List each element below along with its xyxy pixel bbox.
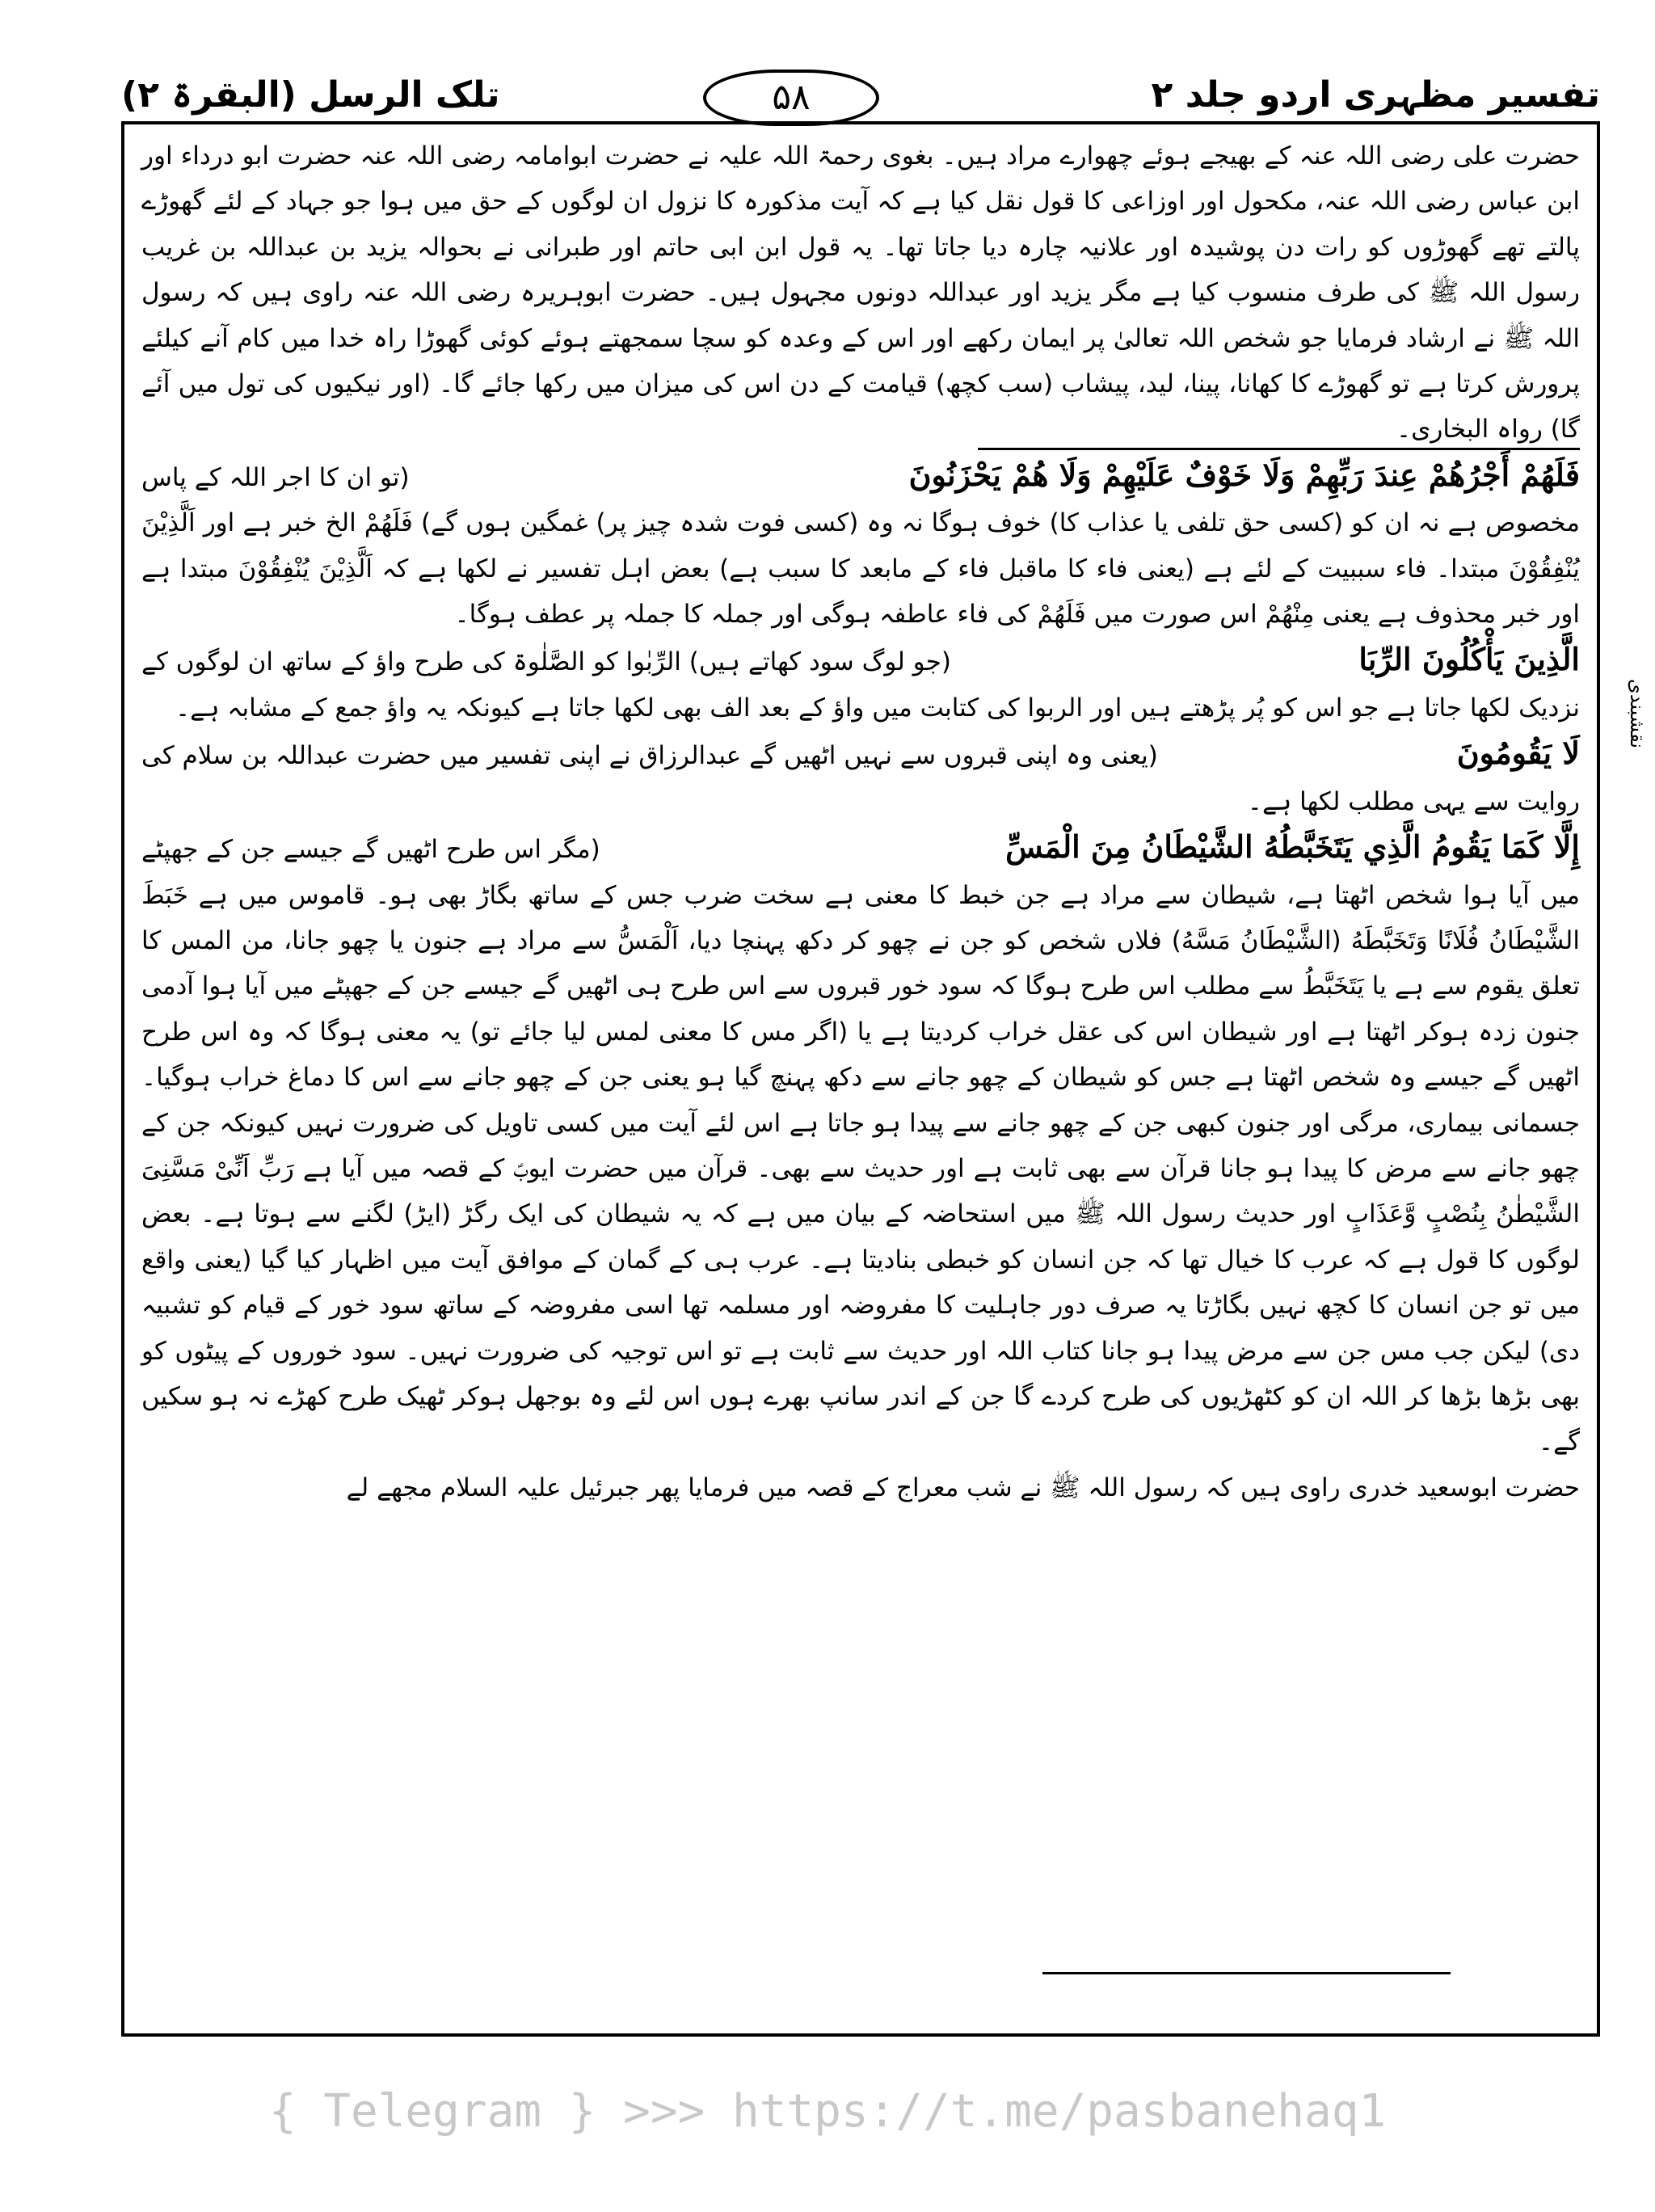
telegram-watermark: { Telegram } >>> https://t.me/pasbanehaq1 — [268, 2085, 1387, 2138]
ayah-translation: (جو لوگ سود کھاتے ہیں) الرِّبٰوا کو الصَّلٰوۃ کی طرح واؤ کے ساتھ ان لوگوں کے — [141, 647, 951, 677]
margin-note: نقشبندی — [1626, 679, 1649, 749]
ayah-row — [141, 731, 1580, 778]
running-title-left: تلک الرسل (البقرۃ ۲) — [121, 74, 500, 116]
ayah-row — [141, 453, 1580, 500]
paragraph: حضرت ابوسعید خدری راوی ہیں کہ رسول اللہ ﷺ نے شب معراج کے قصہ میں فرمایا پھر جبرئیل علیہ السلام مجھے لے — [346, 1473, 1580, 1502]
ayah-translation: (مگر اس طرح اٹھیں گے جیسے جن کے جھپٹے — [141, 835, 600, 865]
quran-ayah: إِلَّا كَمَا يَقُومُ الَّذِي يَتَخَبَّطُهُ الشَّيْطَانُ مِنَ الْمَسِّ — [1005, 828, 1580, 866]
page-header — [121, 74, 1600, 123]
ayah-translation: (تو ان کا اجر اللہ کے پاس — [141, 462, 410, 492]
paragraph: مخصوص ہے نہ ان کو (کسی حق تلفی یا عذاب کا) خوف ہوگا نہ وہ (کسی فوت شدہ چیز پر) غمگین ہوں گے) فَلَهُمْ الخ خبر ہے اور اَلَّذِيْنَ يُنْفِقُوْنَ مبتدا۔ فاء سببیت کے لئے ہے (یعنی فاء کا ماقبل فاء کے مابعد کا سبب ہے) بعض اہل تفسیر نے لکھا ہے کہ اَلَّذِيْنَ يُنْفِقُوْنَ مبتدا ہے اور خبر محذوف ہے یعنی مِنْهُمْ اس صورت میں فَلَهُمْ کی فاء عاطفہ ہوگی اور جملہ کا جملہ پر عطف ہوگا۔ — [141, 508, 1580, 630]
paragraph: حضرت علی رضی اللہ عنہ کے بھیجے ہوئے چھوارے مراد ہیں۔ بغوی رحمۃ اللہ علیہ نے حضرت ابوامامہ رضی اللہ عنہ حضرت ابو درداء اور ابن عباس رضی اللہ عنہ، مکحول اور اوزاعی کا قول نقل کیا ہے کہ آیت مذکورہ کا نزول ان لوگوں کے حق میں ہوا جو جہاد کے لئے گھوڑے پالتے تھے گھوڑوں کو رات دن پوشیدہ اور علانیہ چارہ دیا جاتا تھا۔ یہ قول ابن ابی حاتم اور طبرانی نے بحوالہ یزید بن عبداللہ بن غریب رسول اللہ ﷺ کی طرف منسوب کیا ہے مگر یزید اور عبداللہ دونوں مجہول ہیں۔ حضرت ابوہریرہ رضی اللہ عنہ راوی ہیں کہ رسول اللہ ﷺ نے ارشاد فرمایا جو شخص اللہ تعالیٰ پر ایمان رکھے اور اس کے وعدہ کو سچا سمجھتے ہوئے کوئی گھوڑا راہ خدا میں کام آنے کیلئے پرورش کرتا ہے تو گھوڑے کا کھانا، پینا، لید، پیشاب (سب کچھ) قیامت کے دن اس کی میزان میں رکھا جائے گا۔ (اور نیکیوں کی تول میں آئے گا) رواہ البخاری۔ — [141, 141, 1580, 445]
quran-ayah: لَا يَقُومُونَ — [1456, 735, 1580, 772]
underline-mark — [1042, 1972, 1451, 1974]
paragraph: میں آیا ہوا شخص اٹھتا ہے، شیطان سے مراد ہے جن خبط کا معنی ہے سخت ضرب جس کے ساتھ بگاڑ بھی ہو۔ قاموس میں ہے خَبَطَ الشَّيْطَانُ فُلَانًا وَتَخَبَّطَهُ (الشَّيْطَانُ مَسَّهُ) فلاں شخص کو جن نے چھو کر دکھ پہنچا دیا، اَلْمَسُّ سے مراد ہے جنون یا چھو جانا، من المس کا تعلق یقوم سے ہے یا يَتَخَبَّطُ سے مطلب اس طرح ہوگا کہ سود خور قبروں سے اس طرح ہی اٹھیں گے جیسے جن کے جھپٹے میں آیا ہوا آدمی جنون زدہ ہوکر اٹھتا ہے اور شیطان اس کی عقل خراب کردیتا ہے یا (اگر مس کا معنی لمس لیا جائے تو) یہ معنی ہوگا کہ وہ اس طرح اٹھیں گے جیسے وہ شخص اٹھتا ہے جس کو شیطان کے چھو جانے سے دکھ پہنچ گیا ہو یعنی جن کے چھو جانے سے اس کا دماغ خراب ہوگیا۔ جسمانی بیماری، مرگی اور جنون کبھی جن کے چھو جانے سے پیدا ہو جاتا ہے اس لئے آیت میں کسی تاویل کی ضرورت نہیں کیونکہ جن کے چھو جانے سے مرض کا پیدا ہو جانا قرآن سے بھی ثابت ہے اور حدیث سے بھی۔ قرآن میں حضرت ایوبؑ کے قصہ میں آیا ہے رَبِّ اَنِّیْ مَسَّنِیَ الشَّیْطٰنُ بِنُصْبٍ وَّعَذَابٍ اور حدیث رسول اللہ ﷺ میں استحاضہ کے بیان میں ہے کہ یہ شیطان کی ایک رگڑ (ایڑ) لگنے سے ہوتا ہے۔ بعض لوگوں کا قول ہے کہ عرب کا خیال تھا کہ جن انسان کو خبطی بنادیتا ہے۔ عرب ہی کے گمان کے موافق آیت میں اظہار کیا گیا (یعنی واقع میں تو جن انسان کا کچھ نہیں بگاڑتا یہ صرف دور جاہلیت کا مفروضہ اور مسلمہ تھا اسی مفروضہ کے ساتھ سود خور کے قیام کو تشبیہ دی) لیکن جب مس جن سے مرض پیدا ہو جانا کتاب اللہ اور حدیث سے ثابت ہے تو اس توجیہ کی ضرورت نہیں۔ سود خوروں کے پیٹوں کو بھی بڑھا بڑھا کر اللہ ان کو کٹھڑیوں کی طرح کردے گا جن کے اندر سانپ بھرے ہوں اس لئے وہ بوجھل ہوکر ٹھیک طرح کھڑے نہ ہو سکیں گے۔ — [141, 880, 1580, 1457]
paragraph: نزدیک لکھا جاتا ہے جو اس کو پُر پڑھتے ہیں اور الربوا کی کتابت میں واؤ کے بعد الف بھی لکھا جاتا ہے کیونکہ یہ واؤ جمع کے مشابہ ہے۔ — [175, 693, 1580, 723]
page-number: ۵۸ — [703, 70, 879, 126]
quran-ayah: فَلَهُمْ أَجْرُهُمْ عِندَ رَبِّهِمْ وَلَا خَوْفٌ عَلَيْهِمْ وَلَا هُمْ يَحْزَنُونَ — [908, 456, 1580, 493]
tafsir-text — [141, 133, 1580, 1510]
ayah-translation: (یعنی وہ اپنی قبروں سے نہیں اٹھیں گے عبدالرزاق نے اپنی تفسیر میں حضرت عبداللہ بن سلام کی — [141, 741, 1158, 771]
running-title-right: تفسیر مظہری اردو جلد ۲ — [1151, 74, 1600, 116]
ayah-row — [141, 637, 1580, 685]
quran-ayah: الَّذِينَ يَأْكُلُونَ الرِّبَا — [1358, 641, 1580, 678]
paragraph: روایت سے یہی مطلب لکھا ہے۔ — [1247, 786, 1580, 816]
ayah-row — [141, 824, 1580, 872]
